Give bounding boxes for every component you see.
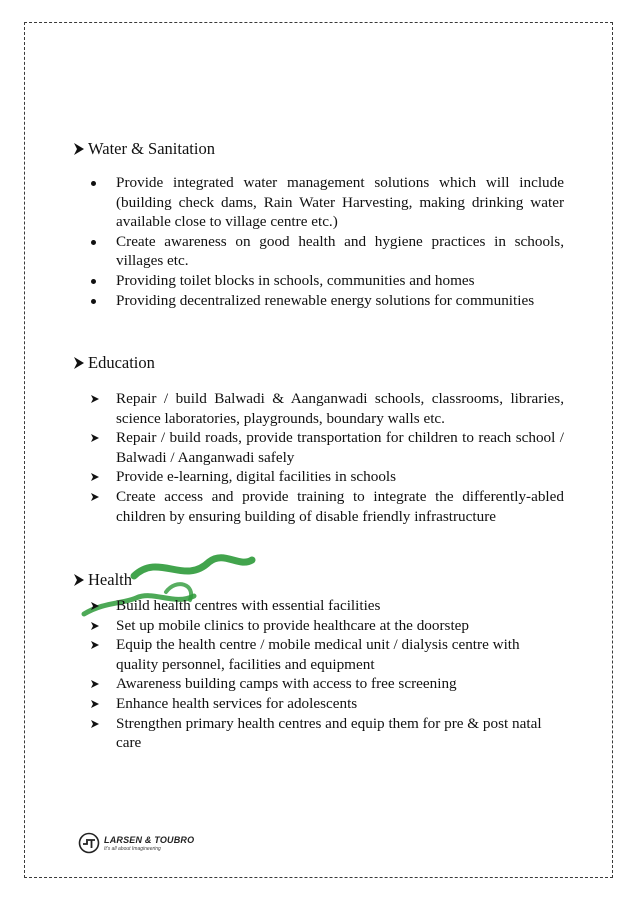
section-education [74, 353, 564, 526]
list-item [74, 635, 564, 674]
chevron-right-icon [91, 700, 99, 708]
list-item-text: Provide integrated water management solutions which will include (building check dams, Rain Water Harvesting, making drinking water available close to village centre etc.) [116, 174, 564, 231]
list-item-text: Create access and provide training to integrate the differently-abled children by ensuring building of disable friendly infrastructure [116, 487, 564, 525]
bullet-dot-icon [91, 279, 96, 284]
company-logo [78, 832, 194, 854]
list-item [74, 674, 564, 694]
list-item [74, 232, 564, 271]
chevron-right-icon [91, 473, 99, 481]
list-item [74, 487, 564, 526]
list-item [74, 714, 564, 753]
chevron-right-icon [91, 602, 99, 610]
chevron-right-icon [91, 493, 99, 501]
lt-logo-icon [78, 832, 100, 854]
section-heading [74, 570, 564, 590]
arrow-bullet-icon [74, 574, 84, 586]
chevron-right-icon [91, 641, 99, 649]
list-item [74, 694, 564, 714]
arrow-list [74, 389, 564, 526]
list-item-text: Enhance health services for adolescents [116, 694, 358, 712]
list-item-text: Set up mobile clinics to provide healthcare at the doorstep [116, 616, 470, 634]
chevron-right-icon [91, 720, 99, 728]
heading-text: Water & Sanitation [88, 139, 215, 158]
section-water-sanitation [74, 139, 564, 310]
list-item [74, 616, 564, 636]
section-heading [74, 139, 564, 159]
chevron-right-icon [91, 622, 99, 630]
list-item [74, 596, 564, 616]
chevron-right-icon [91, 395, 99, 403]
list-item [74, 291, 564, 311]
list-item [74, 428, 564, 467]
list-item-text: Providing decentralized renewable energy solutions for communities [116, 291, 535, 309]
chevron-right-icon [91, 680, 99, 688]
arrow-list [74, 596, 564, 753]
bullet-list [74, 173, 564, 310]
list-item-text: Repair / build roads, provide transportation for children to reach school / Balwadi / Aanganwadi safely [116, 429, 564, 466]
list-item-text: Create awareness on good health and hygiene practices in schools, villages etc. [116, 232, 564, 270]
bullet-dot-icon [91, 240, 96, 245]
section-health [74, 570, 564, 753]
bullet-dot-icon [91, 181, 96, 186]
list-item-text: Providing toilet blocks in schools, communities and homes [116, 271, 475, 289]
list-item-text: Awareness building camps with access to free screening [116, 675, 457, 693]
arrow-bullet-icon [74, 357, 84, 369]
brand-tagline: It's all about Imagineering [104, 845, 161, 852]
brand-name: LARSEN & TOUBRO [104, 834, 195, 845]
list-item [74, 467, 564, 487]
list-item-text: Equip the health centre / mobile medical unit / dialysis centre with quality personnel, facilities and equipment [116, 636, 520, 673]
list-item-text: Strengthen primary health centres and equip them for pre & post natal care [116, 714, 542, 752]
list-item-text: Repair / build Balwadi & Aanganwadi schools, classrooms, libraries, science laboratories, playgrounds, boundary walls etc. [116, 390, 564, 427]
heading-text: Education [88, 353, 155, 372]
list-item-text: Provide e-learning, digital facilities in schools [116, 468, 397, 486]
chevron-right-icon [91, 434, 99, 442]
arrow-bullet-icon [74, 143, 84, 155]
heading-text: Health [88, 570, 132, 589]
list-item-text: Build health centres with essential facilities [116, 597, 381, 614]
section-heading [74, 353, 564, 373]
list-item [74, 389, 564, 428]
list-item [74, 173, 564, 232]
bullet-dot-icon [91, 299, 96, 304]
list-item [74, 271, 564, 291]
